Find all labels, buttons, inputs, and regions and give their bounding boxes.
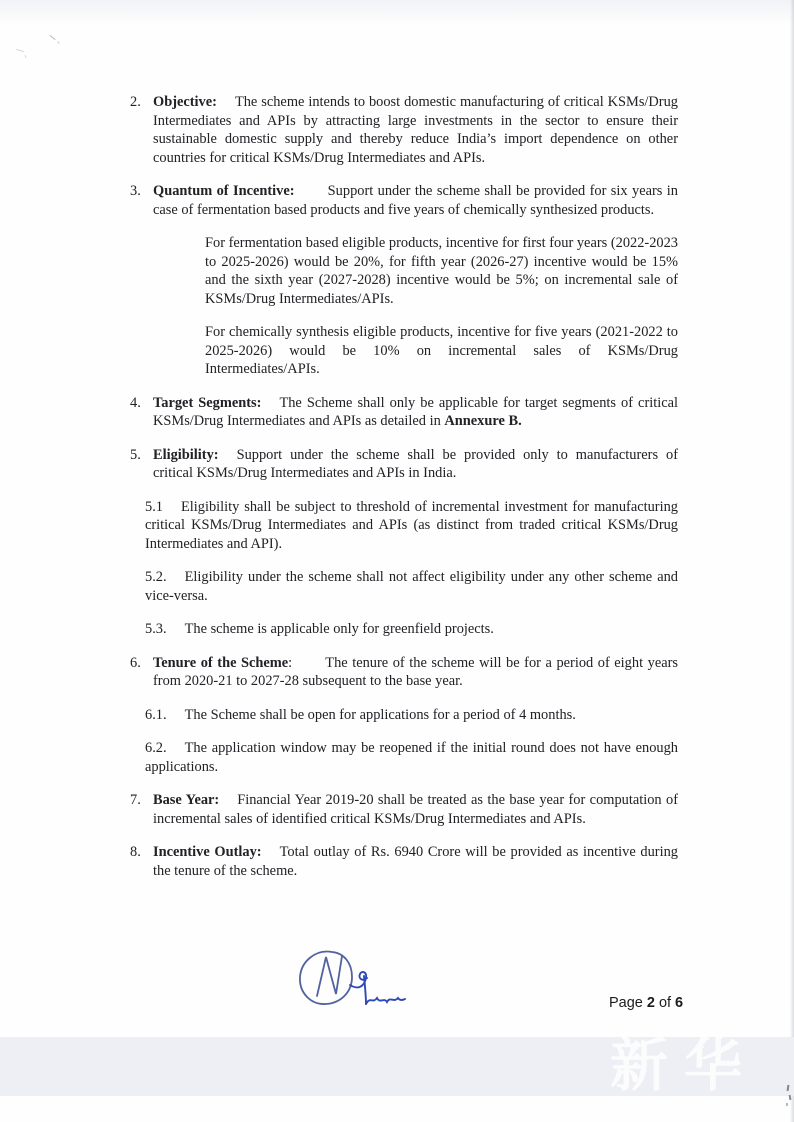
list-item-tenure: [130, 654, 678, 691]
item-body-text: The scheme intends to boost domestic manufacturing of critical KSMs/Drug Intermediates and APIs by attracting large investments in the sector to ensure their sustainable domestic supply and thereby reduce India’s import dependence on other countries for critical KSMs/Drug Intermediates and APIs.: [153, 94, 678, 166]
sub-number: 5.2.: [145, 569, 167, 585]
signature-ink: [292, 946, 410, 1019]
item-label: Base Year:: [153, 792, 220, 808]
item-number: 7.: [130, 792, 141, 808]
pencil-mark: [25, 55, 27, 58]
item-label: Objective:: [153, 94, 217, 110]
sub-item-5-1: [145, 498, 678, 554]
item-label: Target Segments:: [153, 394, 262, 411]
item-label-colon: :: [288, 654, 293, 671]
page-number-footer: [609, 995, 683, 1011]
sub-number: 5.3.: [145, 621, 167, 637]
item-body-text: Total outlay of Rs. 6940 Crore will be provided as incentive during the tenure of the scheme.: [153, 844, 678, 879]
item-label: Quantum of Incentive:: [153, 183, 295, 199]
annexure-reference: Annexure B.: [444, 413, 522, 429]
pencil-mark: [16, 49, 24, 52]
sub-text: The scheme is applicable only for greenfield projects.: [184, 621, 494, 637]
sub-text: The Scheme shall be open for applications for a period of 4 months.: [184, 706, 576, 723]
item-body-text: Support under the scheme shall be provided only to manufacturers of critical KSMs/Drug Intermediates and APIs in India.: [153, 446, 678, 481]
item-text: [153, 654, 678, 691]
paragraph-text: For fermentation based eligible products, incentive for first four years (2022-2023 to 2025-2026) would be 20%, for fifth year (2026-27) incentive would be 15% and the sixth year (2027-2028) incentive would be 5%; on incremental sale of KSMs/Drug Intermediates/APIs.: [205, 235, 678, 307]
item-body-text: The tenure of the scheme will be for a period of eight years from 2020-21 to 2027-28 subsequent to the base year.: [153, 654, 678, 689]
item-number: 3.: [130, 183, 141, 199]
list-item-base-year: [130, 791, 678, 828]
sub-text: The application window may be reopened if the initial round does not have enough applications.: [145, 740, 678, 775]
document-body: [130, 93, 678, 895]
item-text: [153, 182, 678, 219]
sub-item-6-1: [145, 706, 678, 725]
ink-speck: [786, 1103, 788, 1106]
item-label: Incentive Outlay:: [153, 844, 262, 860]
pencil-mark: [49, 35, 55, 40]
pencil-mark: [57, 41, 59, 44]
watermark-text: 新华: [610, 1031, 759, 1099]
indent-paragraph-chemical-synthesis: [205, 323, 678, 379]
sub-number: 5.1: [145, 498, 163, 515]
sub-item-5-2: [145, 568, 678, 605]
sub-text: Eligibility shall be subject to threshold of incremental investment for manufacturing critical KSMs/Drug Intermediates and APIs (as distinct from traded critical KSMs/Drug Intermediates and API).: [145, 498, 678, 552]
item-body-text: The Scheme shall only be applicable for target segments of critical KSMs/Drug Intermediates and APIs as detailed in: [153, 394, 679, 429]
item-number: 8.: [130, 844, 141, 860]
item-body-text: Support under the scheme shall be provided for six years in case of fermentation based products and five years of chemically synthesized products.: [153, 183, 678, 218]
sub-item-5-3: [145, 620, 678, 639]
item-number: 5.: [130, 446, 141, 463]
signature-svg: [292, 946, 410, 1014]
list-item-eligibility: [130, 446, 678, 483]
sub-number: 6.1.: [145, 706, 167, 723]
item-text: [153, 791, 678, 828]
paragraph-text: For chemically synthesis eligible products, incentive for five years (2021-2022 to 2025-2026) would be 10% on incremental sales of KSMs/Drug Intermediates/APIs.: [205, 324, 678, 377]
sub-number: 6.2.: [145, 740, 167, 756]
item-text: [153, 446, 678, 483]
footer-page-number: 2: [646, 995, 655, 1011]
footer-total-pages: 6: [675, 995, 684, 1011]
item-text: [153, 394, 678, 431]
list-item-incentive-outlay: [130, 843, 678, 880]
item-text: [153, 843, 678, 880]
item-number: 2.: [130, 94, 141, 110]
item-number: 6.: [130, 654, 141, 671]
list-item-objective: [130, 93, 678, 167]
footer-page-label: Page: [609, 995, 643, 1011]
scan-edge-shadow: [790, 0, 794, 1122]
scan-shading-top: [0, 0, 794, 26]
list-item-quantum-of-incentive: [130, 182, 678, 219]
item-body-text: Financial Year 2019-20 shall be treated as the base year for computation of incremental sales of identified critical KSMs/Drug Intermediates and APIs.: [153, 792, 679, 827]
item-label: Eligibility:: [153, 446, 219, 463]
item-label: Tenure of the Scheme: [153, 654, 289, 671]
footer-of-label: of: [658, 995, 672, 1011]
list-item-target-segments: [130, 394, 678, 431]
item-number: 4.: [130, 394, 141, 411]
item-text: [153, 93, 678, 167]
sub-item-6-2: [145, 739, 678, 776]
indent-paragraph-fermentation: [205, 234, 678, 308]
sub-text: Eligibility under the scheme shall not affect eligibility under any other scheme and vice-versa.: [145, 569, 678, 604]
